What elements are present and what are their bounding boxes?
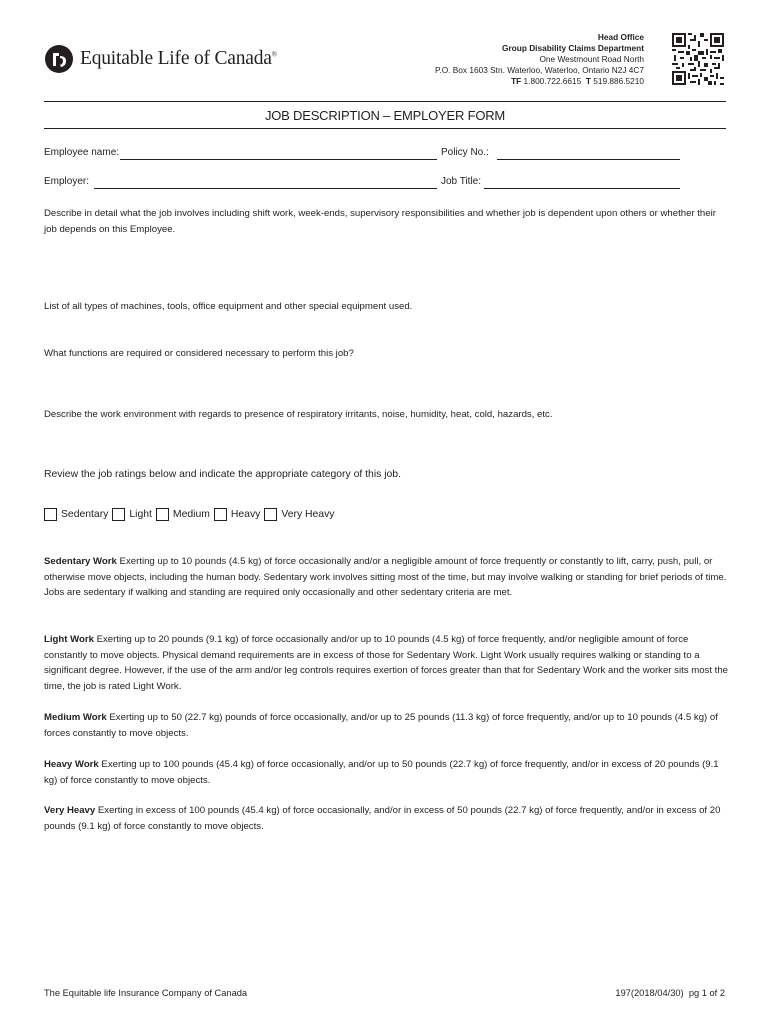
- checkbox-icon[interactable]: [44, 508, 57, 521]
- definition-term: Medium Work: [44, 712, 107, 723]
- address-line-1: Head Office: [597, 32, 644, 42]
- option-light[interactable]: Light: [112, 508, 152, 521]
- definition-text: Exerting in excess of 100 pounds (45.4 kg) of force occasionally, and/or in excess of 50 pounds (22.7 kg) of force frequently, and/or in excess of 20 pounds (9.1 kg) of force constantly to move objects.: [44, 805, 721, 832]
- form-title: JOB DESCRIPTION – EMPLOYER FORM: [264, 108, 506, 123]
- option-heavy[interactable]: Heavy: [214, 508, 260, 521]
- question-equipment: List of all types of machines, tools, office equipment and other special equipment used.: [44, 301, 413, 312]
- phone-line: TF 1.800.722.6615 T 519.886.5210: [511, 76, 644, 86]
- footer-company: The Equitable life Insurance Company of Canada: [44, 988, 248, 998]
- head-office-address: [435, 32, 644, 87]
- definition-text: Exerting up to 100 pounds (45.4 kg) of force occasionally, and/or up to 50 pounds (22.7 kg) of force frequently, and/or in excess of 20 pounds (9.1 kg) of force constantly to move objects.: [44, 759, 719, 786]
- employer-label: Employer:: [44, 176, 90, 187]
- definition-sedentary: [44, 554, 730, 601]
- checkbox-icon[interactable]: [214, 508, 227, 521]
- checkbox-icon[interactable]: [264, 508, 277, 521]
- form-code: 197(2018/04/30): [615, 988, 684, 998]
- employer-field[interactable]: [94, 188, 437, 189]
- definition-term: Sedentary Work: [44, 556, 117, 567]
- job-category-options: [44, 508, 334, 521]
- definition-term: Heavy Work: [44, 759, 99, 770]
- question-functions: What functions are required or considered necessary to perform this job?: [44, 348, 354, 359]
- address-line-4: P.O. Box 1603 Stn. Waterloo, Waterloo, Ontario N2J 4C7: [434, 65, 644, 75]
- footer-page-info: [615, 988, 725, 998]
- equitable-logo-icon: [44, 44, 74, 74]
- policy-no-field[interactable]: [497, 159, 680, 160]
- employee-name-label: Employee name:: [44, 147, 120, 158]
- question-job-details: Describe in detail what the job involves including shift work, week-ends, supervisory responsibilities and whether job is dependent upon others or whether their job depends on this Employee.: [44, 208, 716, 235]
- definition-text: Exerting up to 20 pounds (9.1 kg) of force occasionally and/or up to 10 pounds (4.5 kg) of force frequently, and/or negligible amount of force constantly to move objects. Physical demand requirements are in excess of those for Sedentary Work. Light Work usually requires walking or standing to a significant degree. However, if the use of the arm and/or leg controls requires exertion of forces greater than that for Sedentary Work and the worker sits most the time, the job is rated Light Work.: [44, 634, 728, 692]
- page-number: pg 1 of 2: [688, 988, 725, 998]
- option-very-heavy[interactable]: Very Heavy: [264, 508, 334, 521]
- checkbox-icon[interactable]: [112, 508, 125, 521]
- definition-medium: [44, 710, 730, 741]
- employee-name-field[interactable]: [120, 159, 437, 160]
- address-line-3: One Westmount Road North: [539, 54, 644, 64]
- checkbox-icon[interactable]: [156, 508, 169, 521]
- barcode-qr-icon: [672, 33, 724, 85]
- form-title-bar: [44, 101, 726, 129]
- address-line-2: Group Disability Claims Department: [502, 43, 644, 53]
- logo-text: Equitable Life of Canada®: [80, 48, 277, 69]
- option-medium[interactable]: Medium: [156, 508, 210, 521]
- definition-light: [44, 632, 730, 694]
- option-sedentary[interactable]: Sedentary: [44, 508, 108, 521]
- company-logo: [44, 44, 277, 74]
- job-title-field[interactable]: [484, 188, 680, 189]
- definition-very-heavy: [44, 803, 730, 834]
- definition-term: Very Heavy: [44, 805, 96, 816]
- definition-text: Exerting up to 10 pounds (4.5 kg) of force occasionally and/or a negligible amount of force frequently or constantly to lift, carry, push, pull, or otherwise move objects, including the human body. Sedentary work involves sitting most of the time, but may involve walking or standing for brief periods of time. Jobs are sedentary if walking and standing are required only occasionally and other sedentary criteria are met.: [44, 556, 727, 599]
- definition-text: Exerting up to 50 (22.7 kg) pounds of force occasionally, and/or up to 25 pounds (11.3 kg) of force frequently, and/or up to 10 pounds (4.5 kg) of forces constantly to move objects.: [44, 712, 718, 739]
- definition-heavy: [44, 757, 730, 788]
- job-title-label: Job Title:: [441, 176, 482, 187]
- policy-no-label: Policy No.:: [441, 147, 489, 158]
- ratings-heading: Review the job ratings below and indicate the appropriate category of this job.: [44, 469, 401, 480]
- question-environment: Describe the work environment with regards to presence of respiratory irritants, noise, humidity, heat, cold, hazards, etc.: [44, 409, 553, 420]
- definition-term: Light Work: [44, 634, 94, 645]
